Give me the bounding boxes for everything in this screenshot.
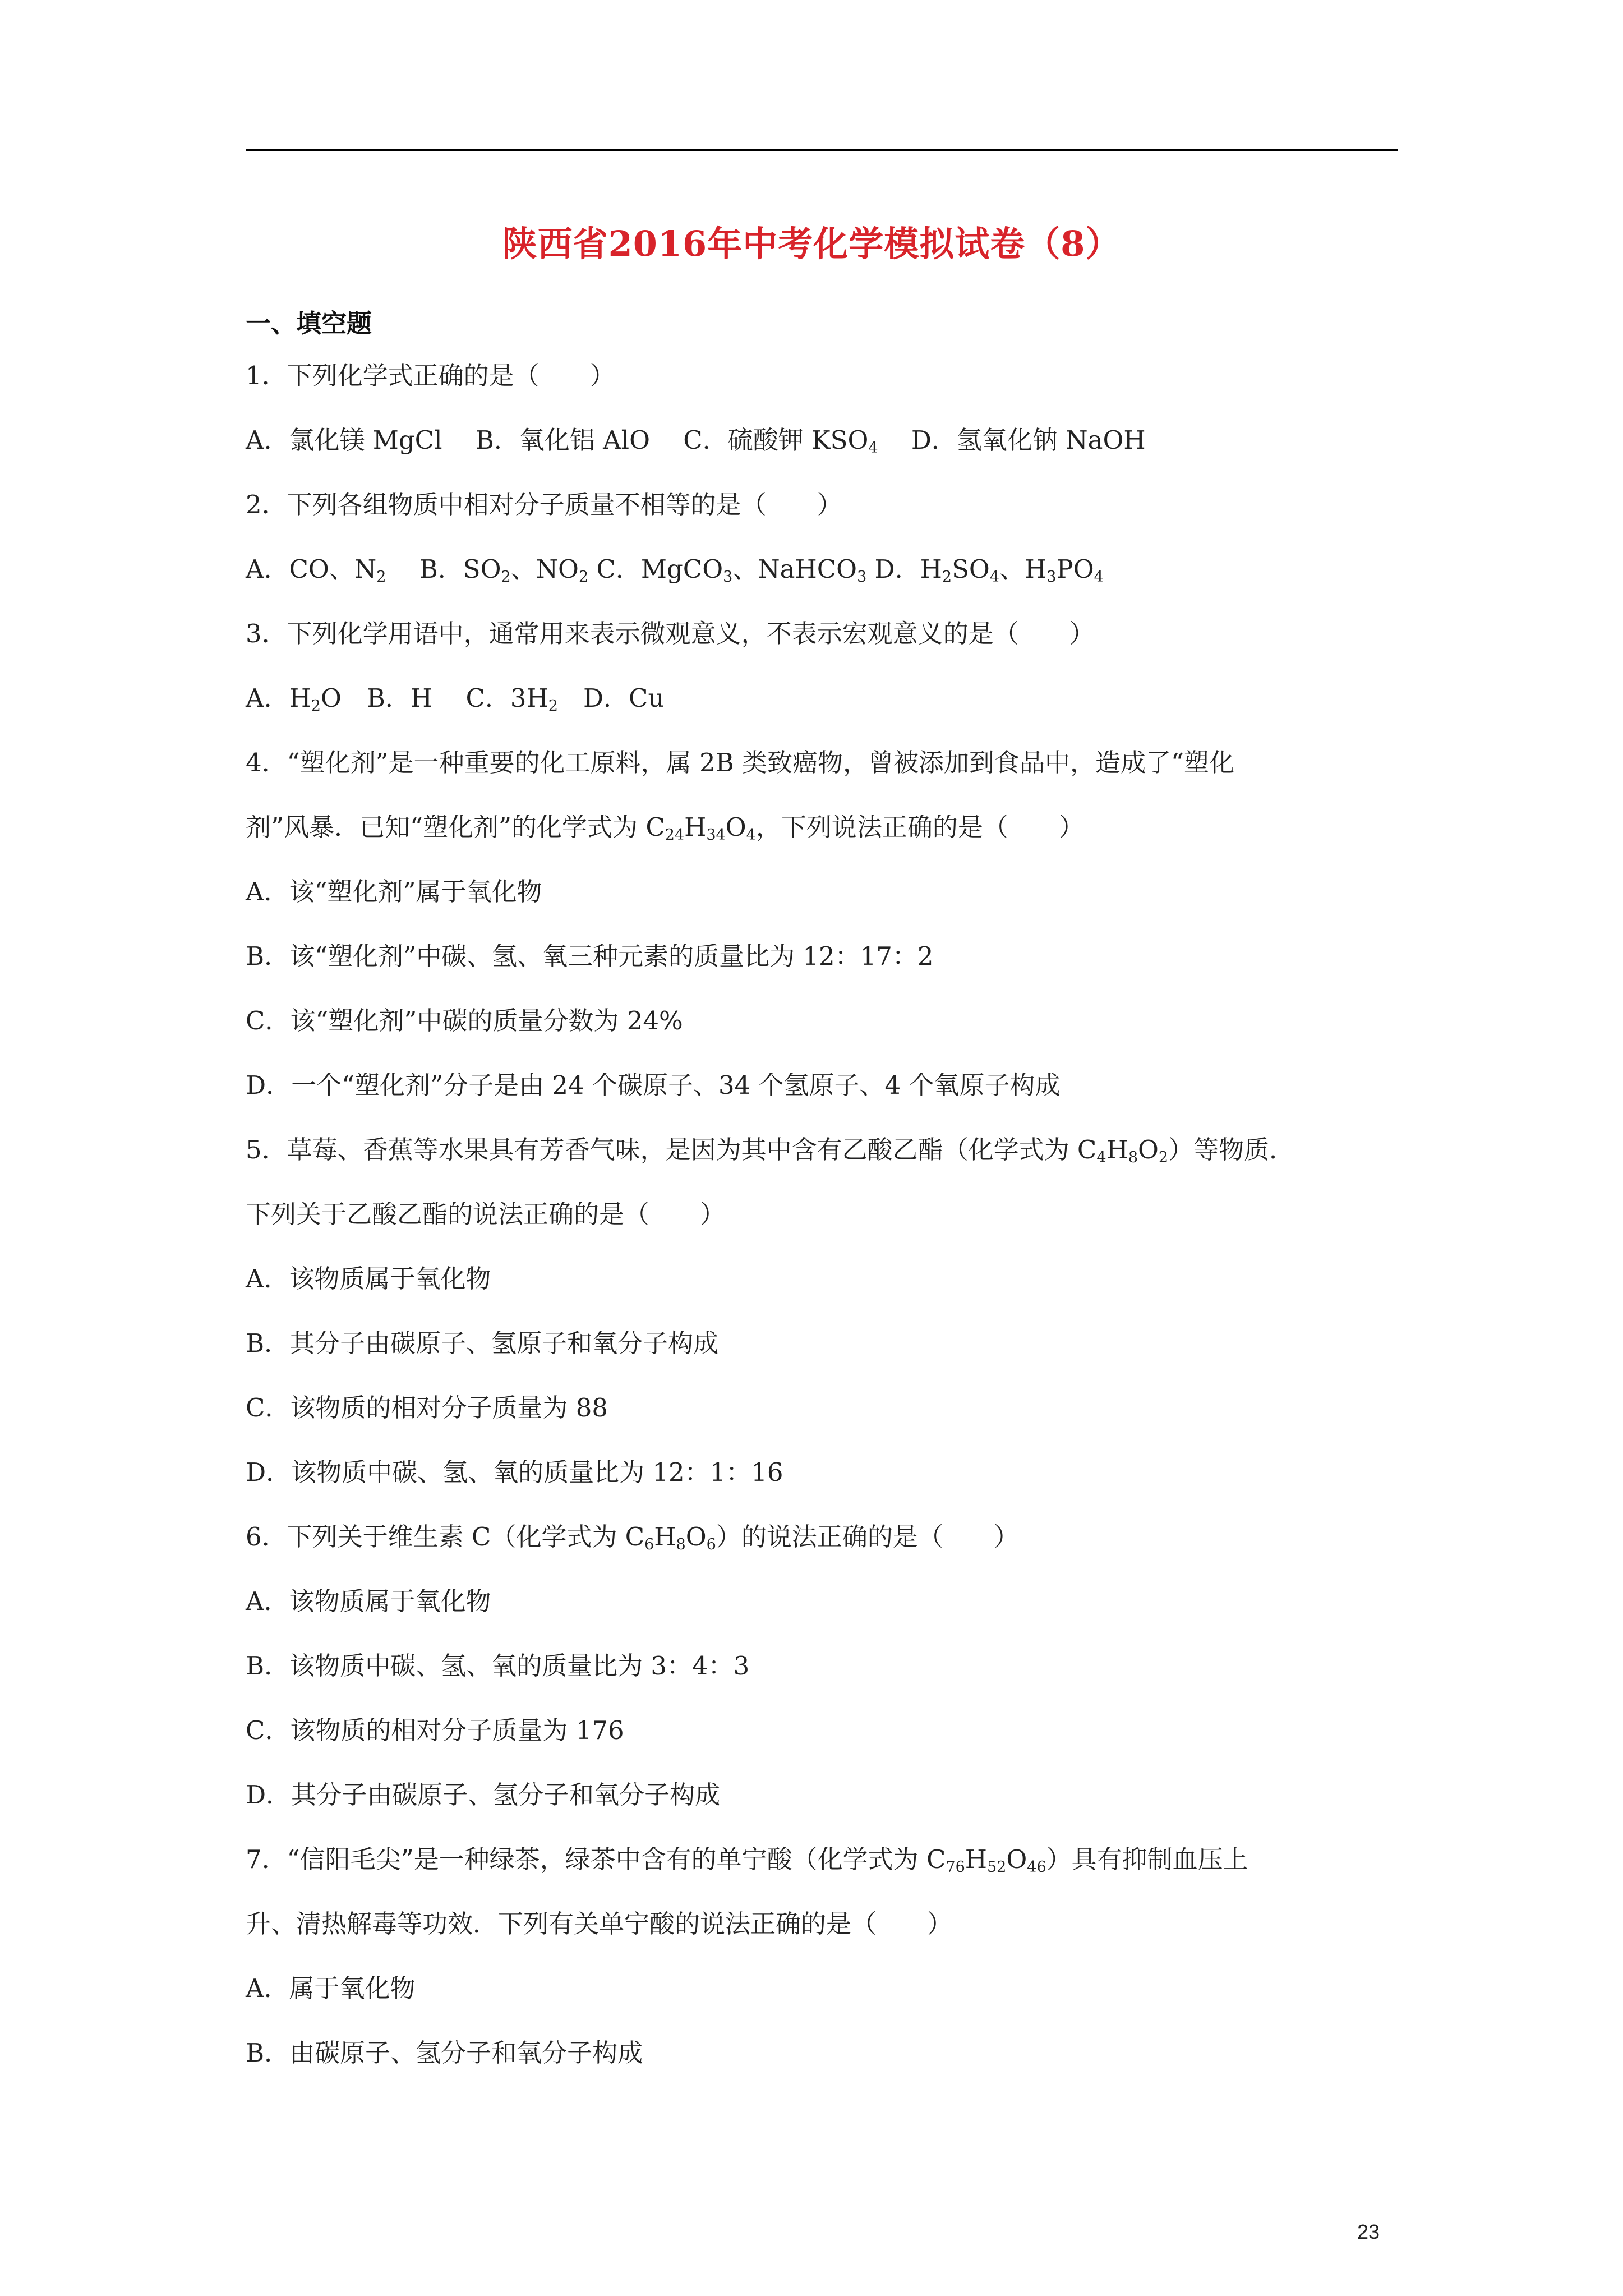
question-7-cont: 升、清热解毒等功效．下列有关单宁酸的说法正确的是（ ） (246, 1909, 953, 1939)
question-6: 6．下列关于维生素 C（化学式为 $C_6H_8O_6$）的说法正确的是（ ） (246, 1522, 1019, 1553)
question-6-option-b: B．该物质中碳、氢、氧的质量比为 3：4：3 (246, 1651, 750, 1681)
question-6-option-c: C．该物质的相对分子质量为 176 (246, 1715, 624, 1745)
question-2: 2．下列各组物质中相对分子质量不相等的是（ ） (246, 490, 842, 519)
question-4-option-b: B．该“塑化剂”中碳、氢、氧三种元素的质量比为 12：17：2 (246, 941, 934, 971)
question-7: 7．“信阳毛尖”是一种绿茶，绿茶中含有的单宁酸（化学式为 $C_{76}H_{52}O_{46}$）具有抑制血压上 (246, 1844, 1248, 1876)
question-5-option-c: C．该物质的相对分子质量为 88 (246, 1393, 608, 1423)
question-3: 3．下列化学用语中，通常用来表示微观意义，不表示宏观意义的是（ ） (246, 619, 1095, 648)
question-4-cont: 剂”风暴．已知“塑化剂”的化学式为 $C_{24}H_{34}O_4$，下列说法正确的是（ ） (246, 812, 1084, 844)
question-2-options: A．CO、$N_2$ B．$SO_2$、$NO_2$ C．MgCO$_3$、NaHCO$_3$ D．$H_2SO_4$、$H_3PO_4$ (246, 554, 1104, 586)
question-7-option-a: A．属于氧化物 (246, 1973, 416, 2003)
question-1-options: A．氯化镁 MgCl B．氧化铝 AlO C．硫酸钾 $KSO_4$ D．氢氧化钠 NaOH (246, 425, 1146, 457)
question-5-cont: 下列关于乙酸乙酯的说法正确的是（ ） (246, 1199, 726, 1229)
question-4: 4．“塑化剂”是一种重要的化工原料，属 2B 类致癌物，曾被添加到食品中，造成了“塑化 (246, 748, 1234, 777)
question-7-option-b: B．由碳原子、氢分子和氧分子构成 (246, 2038, 643, 2068)
question-1: 1．下列化学式正确的是（ ） (246, 361, 615, 390)
question-6-option-a: A．该物质属于氧化物 (246, 1586, 491, 1616)
question-4-option-c: C．该“塑化剂”中碳的质量分数为 24% (246, 1006, 683, 1036)
question-4-option-a: A．该“塑化剂”属于氧化物 (246, 877, 542, 907)
header-rule (246, 149, 1398, 151)
question-5-option-b: B．其分子由碳原子、氢原子和氧分子构成 (246, 1328, 719, 1358)
question-6-option-d: D．其分子由碳原子、氢分子和氧分子构成 (246, 1780, 721, 1810)
page-number: 23 (1357, 2220, 1380, 2243)
question-5-option-d: D．该物质中碳、氢、氧的质量比为 12：1：16 (246, 1457, 783, 1487)
question-3-options: A．$H_2O$ B．H C．$3H_2$ D．Cu (246, 683, 665, 715)
section-heading: 一、填空题 (246, 309, 372, 338)
question-5-option-a: A．该物质属于氧化物 (246, 1264, 491, 1294)
question-5: 5．草莓、香蕉等水果具有芳香气味，是因为其中含有乙酸乙酯（化学式为 $C_4H_8O_2$）等物质． (246, 1135, 1295, 1166)
question-4-option-d: D．一个“塑化剂”分子是由 24 个碳原子、34 个氢原子、4 个氧原子构成 (246, 1070, 1061, 1100)
page-title: 陕西省2016年中考化学模拟试卷（8） (502, 223, 1121, 264)
